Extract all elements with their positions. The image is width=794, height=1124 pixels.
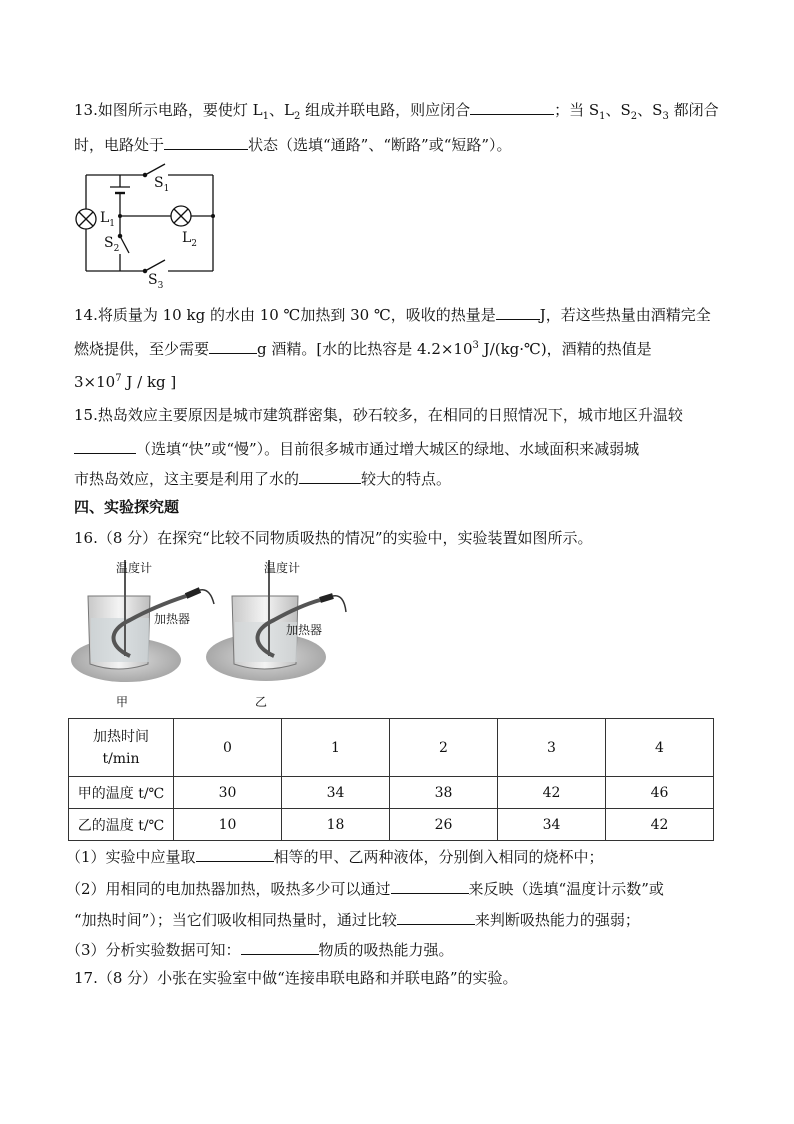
answer-blank[interactable] xyxy=(241,938,319,955)
table-row xyxy=(69,809,714,841)
caption-a: 甲 xyxy=(116,695,129,709)
setup-b xyxy=(206,560,346,681)
q16-part1: （1）实验中应量取 相等的甲、乙两种液体，分别倒入相同的烧杯中； xyxy=(66,845,604,867)
answer-blank[interactable] xyxy=(74,437,136,454)
table-header-cell: 加热时间 t/min xyxy=(69,719,174,777)
thermometer-label-b: 温度计 xyxy=(264,561,301,575)
table-cell: 26 xyxy=(390,809,498,841)
s3-label: $S_3$ xyxy=(148,272,164,290)
q16-part2-line2: “加热时间”）；当它们吸收相同热量时，通过比较 来判断吸热能力的强弱； xyxy=(74,908,640,930)
table-row xyxy=(69,777,714,809)
data-table xyxy=(68,718,714,841)
q14-line1: 14.将质量为 10 kg 的水由 10 ℃加热到 30 ℃，吸收的热量是 J，若这些热量由酒精完全 xyxy=(74,303,711,325)
q16-part3: （3）分析实验数据可知： 物质的吸热能力强。 xyxy=(66,938,454,960)
answer-blank[interactable] xyxy=(164,133,248,150)
table-row xyxy=(69,719,714,777)
q14-line2: 燃烧提供，至少需要 g 酒精。[水的比热容是 $4.2\times 10^3$ J/(kg·℃)，酒精的热值是 xyxy=(74,337,652,359)
table-cell: 18 xyxy=(282,809,390,841)
answer-blank[interactable] xyxy=(470,98,554,115)
heater-label-b: 加热器 xyxy=(286,623,323,637)
table-cell: 10 xyxy=(174,809,282,841)
thermometer-label-a: 温度计 xyxy=(116,561,153,575)
circuit-diagram xyxy=(70,160,230,290)
table-cell: 42 xyxy=(606,809,714,841)
table-cell: 34 xyxy=(498,809,606,841)
row-label: 甲的温度 t/℃ xyxy=(69,777,174,809)
q15-line3: 市热岛效应，这主要是利用了水的 较大的特点。 xyxy=(74,467,451,489)
q13-line2: 时，电路处于 状态（选填“通路”、“断路”或“短路”）。 xyxy=(74,133,512,155)
table-cell: 0 xyxy=(174,719,282,777)
setup-a xyxy=(71,560,214,682)
table-cell: 46 xyxy=(606,777,714,809)
q14-line3: $3\times 10^7$ J / kg ] xyxy=(74,373,177,391)
table-cell: 30 xyxy=(174,777,282,809)
table-cell: 1 xyxy=(282,719,390,777)
q16-part2-line1: （2）用相同的电加热器加热，吸热多少可以通过 来反映（选填“温度计示数”或 xyxy=(66,877,664,899)
q13-line1: 13.如图所示电路，要使灯 $L_1$、$L_2$ 组成并联电路，则应闭合 ；当 $S_1$、$S_2$、$S_3$ 都闭合 xyxy=(74,98,719,120)
answer-blank[interactable] xyxy=(196,845,274,862)
q17-intro: 17.（8 分）小张在实验室中做“连接串联电路和并联电路”的实验。 xyxy=(74,969,518,987)
s1-label: $S_1$ xyxy=(154,175,170,194)
l1-label: $L_1$ xyxy=(100,210,116,229)
answer-blank[interactable] xyxy=(299,467,361,484)
table-cell: 2 xyxy=(390,719,498,777)
table-cell: 38 xyxy=(390,777,498,809)
answer-blank[interactable] xyxy=(496,303,540,320)
table-cell: 34 xyxy=(282,777,390,809)
answer-blank[interactable] xyxy=(397,908,475,925)
experiment-figure xyxy=(68,560,368,685)
q16-intro: 16.（8 分）在探究“比较不同物质吸热的情况”的实验中，实验装置如图所示。 xyxy=(74,529,593,547)
table-cell: 3 xyxy=(498,719,606,777)
table-cell: 4 xyxy=(606,719,714,777)
answer-blank[interactable] xyxy=(209,337,257,354)
row-label: 乙的温度 t/℃ xyxy=(69,809,174,841)
section-heading: 四、实验探究题 xyxy=(74,498,180,516)
s2-label: $S_2$ xyxy=(104,235,120,254)
l2-label: $L_2$ xyxy=(182,230,198,249)
answer-blank[interactable] xyxy=(391,877,469,894)
caption-b: 乙 xyxy=(255,695,268,709)
heater-label-a: 加热器 xyxy=(154,612,191,626)
table-cell: 42 xyxy=(498,777,606,809)
q15-line2: （选填“快”或“慢”）。目前很多城市通过增大城区的绿地、水域面积来减弱城 xyxy=(74,437,639,459)
q15-line1: 15.热岛效应主要原因是城市建筑群密集，砂石较多，在相同的日照情况下，城市地区升温较 xyxy=(74,406,683,424)
